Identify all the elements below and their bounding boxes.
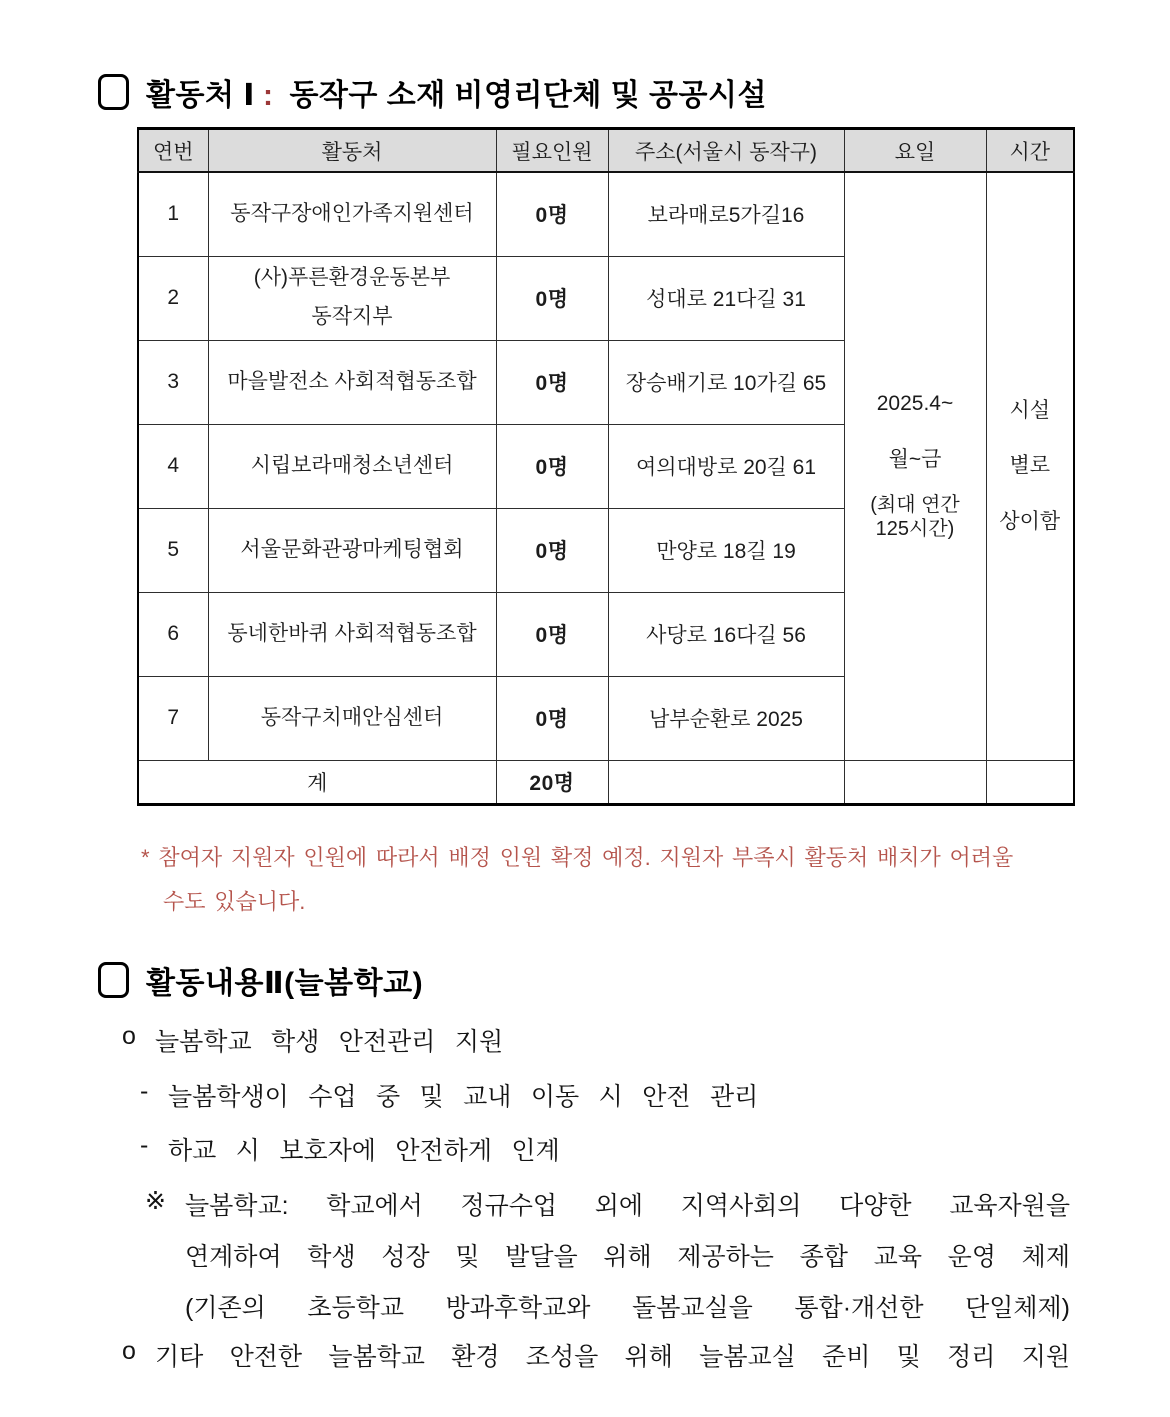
content-reference-note (145, 1186, 1070, 1339)
section2-title-text: 활동내용Ⅱ(늘봄학교) (146, 967, 424, 1000)
cell-address: 만양로 18길 19 (608, 508, 844, 592)
reference-text (185, 1186, 1070, 1339)
asterisk-marker: * (141, 845, 150, 870)
cell-address: 성대로 21다길 31 (608, 256, 844, 340)
total-day-cell (844, 760, 986, 804)
dash-bullet-marker: - (140, 1077, 149, 1105)
circle-bullet-marker: o (122, 1022, 136, 1050)
footnote (141, 836, 1108, 924)
table-total-row (138, 760, 1074, 804)
cell-people: 0명 (496, 424, 608, 508)
org-line2: 동작지부 (311, 305, 393, 328)
org-line: 동작구장애인가족지원센터 (230, 201, 474, 225)
cell-people: 0명 (496, 676, 608, 760)
time-line1: 시설 (1009, 398, 1051, 422)
org-line: (사)푸른환경운동본부 (253, 266, 451, 290)
cell-org (208, 592, 496, 676)
col-header-time: 시간 (986, 129, 1074, 173)
section1-title-prefix: 활동처 Ⅰ (146, 79, 255, 112)
cell-org (208, 340, 496, 424)
cell-people: 0명 (496, 340, 608, 424)
section1-title-rest: 동작구 소재 비영리단체 및 공공시설 (289, 79, 767, 112)
activity-location-table (137, 127, 1075, 806)
total-time-cell (986, 760, 1074, 804)
cell-no: 4 (138, 424, 208, 508)
org-line: 동네한바퀴 사회적협동조합 (227, 621, 477, 645)
cell-address: 장승배기로 10가길 65 (608, 340, 844, 424)
total-address-cell (608, 760, 844, 804)
col-header-org: 활동처 (208, 129, 496, 173)
cell-org (208, 256, 496, 340)
cell-org (208, 508, 496, 592)
cell-address: 여의대방로 20길 61 (608, 424, 844, 508)
cell-no: 3 (138, 340, 208, 424)
footnote-line1: * 참여자 지원자 인원에 따라서 배정 인원 확정 예정. 지원자 부족시 활동처 배치가 어려울 (141, 845, 1014, 870)
content-item-misc-support (122, 1337, 1070, 1373)
table-row (138, 172, 1074, 256)
col-header-people: 필요인원 (496, 129, 608, 173)
org-line: 마을발전소 사회적협동조합 (227, 369, 477, 393)
col-header-day: 요일 (844, 129, 986, 173)
footnote-line2: 수도 있습니다. (163, 889, 306, 914)
cell-org (208, 424, 496, 508)
org-line: 서울문화관광마케팅협회 (240, 537, 464, 561)
reference-line1: 늘봄학교: 학교에서 정규수업 외에 지역사회의 다양한 교육자원을 (185, 1192, 1070, 1220)
cell-no: 7 (138, 676, 208, 760)
day-line2: 월~금 (888, 447, 942, 471)
day-line3: (최대 연간 125시간) (870, 493, 960, 540)
org-line: 시립보라매청소년센터 (250, 453, 454, 477)
day-line1: 2025.4~ (876, 391, 954, 415)
reference-mark-icon: ※ (145, 1187, 166, 1215)
cell-people: 0명 (496, 256, 608, 340)
col-header-no: 연번 (138, 129, 208, 173)
total-label-cell: 계 (138, 760, 496, 804)
circle-bullet-marker: o (122, 1337, 136, 1365)
cell-no: 5 (138, 508, 208, 592)
cell-address: 남부순환로 2025 (608, 676, 844, 760)
content-item-text: 늘봄학교 학생 안전관리 지원 (155, 1028, 504, 1056)
cell-people: 0명 (496, 592, 608, 676)
content-subitem-text: 하교 시 보호자에 안전하게 인계 (168, 1137, 560, 1165)
cell-no: 6 (138, 592, 208, 676)
total-people-cell: 20명 (496, 760, 608, 804)
section2-title (98, 958, 423, 1002)
cell-day-merged (844, 172, 986, 760)
section1-title-text (146, 70, 767, 114)
reference-line3: (기존의 초등학교 방과후학교와 돌봄교실을 통합·개선한 단일체제) (185, 1294, 1070, 1322)
time-line2: 별로 (1009, 454, 1051, 478)
square-bullet-icon (98, 74, 129, 110)
dash-bullet-marker: - (140, 1131, 149, 1159)
section1-title-colon: : (262, 79, 274, 112)
col-header-address: 주소(서울시 동작구) (608, 129, 844, 173)
reference-line2: 연계하여 학생 성장 및 발달을 위해 제공하는 종합 교육 운영 체제 (185, 1243, 1070, 1271)
org-line: 동작구치매안심센터 (260, 705, 444, 729)
cell-address: 사당로 16다길 56 (608, 592, 844, 676)
content-subitem-class-safety (140, 1077, 758, 1113)
section1-title (98, 70, 767, 114)
cell-org (208, 676, 496, 760)
content-subitem-text: 늘봄학생이 수업 중 및 교내 이동 시 안전 관리 (168, 1083, 759, 1111)
cell-org (208, 172, 496, 256)
cell-no: 1 (138, 172, 208, 256)
content-item-text: 기타 안전한 늘봄학교 환경 조성을 위해 늘봄교실 준비 및 정리 지원 (155, 1343, 1070, 1371)
content-item-safety (122, 1022, 503, 1058)
cell-people: 0명 (496, 172, 608, 256)
cell-no: 2 (138, 256, 208, 340)
square-bullet-icon (98, 962, 129, 998)
cell-people: 0명 (496, 508, 608, 592)
time-line3: 상이함 (999, 510, 1061, 534)
table-header-row (138, 129, 1074, 173)
cell-address: 보라매로5가길16 (608, 172, 844, 256)
cell-time-merged (986, 172, 1074, 760)
content-subitem-dismissal (140, 1131, 560, 1167)
